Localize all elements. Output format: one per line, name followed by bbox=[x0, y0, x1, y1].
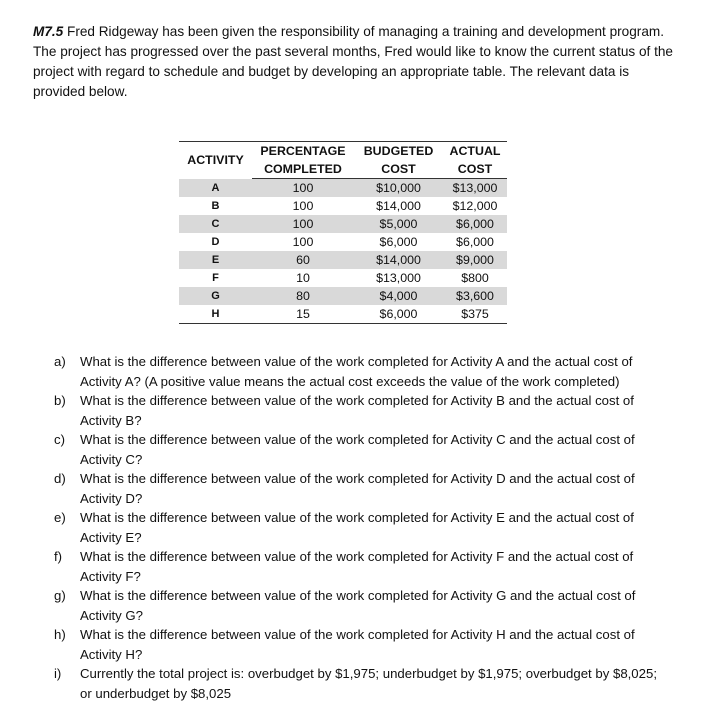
question-text: What is the difference between value of the work completed for Activity H and the actual cost of Activity H? bbox=[80, 627, 635, 662]
actual-cell: $6,000 bbox=[443, 215, 507, 233]
header-percentage-line2: COMPLETED bbox=[252, 161, 354, 179]
table-row bbox=[179, 197, 507, 215]
question-label: d) bbox=[54, 471, 66, 486]
table-row bbox=[179, 287, 507, 305]
question-text: What is the difference between value of the work completed for Activity B and the actual cost of Activity B? bbox=[80, 393, 634, 428]
question-text: What is the difference between value of the work completed for Activity A and the actual cost of Activity A? (A positive value means the actual cost exceeds the value of the work completed) bbox=[80, 354, 633, 389]
list-item bbox=[44, 352, 664, 391]
question-text: What is the difference between value of the work completed for Activity G and the actual cost of Activity G? bbox=[80, 588, 636, 623]
question-label: h) bbox=[54, 627, 66, 642]
list-item bbox=[44, 391, 664, 430]
actual-cell: $3,600 bbox=[443, 287, 507, 305]
budgeted-cell: $6,000 bbox=[379, 235, 418, 249]
project-data-table bbox=[179, 141, 507, 324]
budgeted-cell: $14,000 bbox=[376, 199, 421, 213]
budgeted-cell: $13,000 bbox=[376, 271, 421, 285]
header-actual-line2: COST bbox=[443, 161, 507, 179]
list-item bbox=[44, 586, 664, 625]
header-activity: ACTIVITY bbox=[179, 142, 252, 179]
table-row bbox=[179, 179, 507, 198]
list-item bbox=[44, 508, 664, 547]
percent-cell: 100 bbox=[292, 199, 314, 213]
actual-cell: $9,000 bbox=[443, 251, 507, 269]
question-text: What is the difference between value of the work completed for Activity D and the actual cost of Activity D? bbox=[80, 471, 635, 506]
header-actual-line1: ACTUAL bbox=[443, 142, 507, 161]
activity-cell: C bbox=[179, 215, 252, 233]
actual-cell: $12,000 bbox=[452, 199, 498, 213]
problem-label: M7.5 bbox=[33, 24, 64, 39]
problem-text: Fred Ridgeway has been given the responsibility of managing a training and development program. The project has progressed over the past several months, Fred would like to know the current status of the project with regard to schedule and budget by developing an appropriate table. The relevant data is provided below. bbox=[33, 24, 673, 99]
header-budgeted-line1: BUDGETED bbox=[354, 142, 443, 161]
question-text: What is the difference between value of the work completed for Activity F and the actual cost of Activity F? bbox=[80, 549, 634, 584]
question-list bbox=[44, 352, 664, 703]
table-row bbox=[179, 305, 507, 324]
budgeted-cell: $6,000 bbox=[354, 305, 443, 324]
question-label: i) bbox=[54, 666, 62, 681]
question-label: g) bbox=[54, 588, 66, 603]
percent-cell: 60 bbox=[252, 251, 354, 269]
table-row bbox=[179, 215, 507, 233]
table-row bbox=[179, 233, 507, 251]
question-label: c) bbox=[54, 432, 65, 447]
list-item bbox=[44, 625, 664, 664]
list-item bbox=[44, 469, 664, 508]
problem-statement bbox=[33, 22, 673, 102]
table-row bbox=[179, 269, 507, 287]
actual-cell: $800 bbox=[461, 271, 489, 285]
list-item bbox=[44, 664, 664, 703]
question-text: What is the difference between value of the work completed for Activity C and the actual cost of Activity C? bbox=[80, 432, 635, 467]
actual-cell: $375 bbox=[443, 305, 507, 324]
percent-cell: 100 bbox=[252, 215, 354, 233]
budgeted-cell: $10,000 bbox=[354, 179, 443, 198]
budgeted-cell: $4,000 bbox=[354, 287, 443, 305]
activity-cell: D bbox=[179, 233, 252, 251]
percent-cell: 80 bbox=[252, 287, 354, 305]
activity-cell: F bbox=[179, 269, 252, 287]
table-row bbox=[179, 251, 507, 269]
question-label: e) bbox=[54, 510, 66, 525]
budgeted-cell: $5,000 bbox=[354, 215, 443, 233]
budgeted-cell: $14,000 bbox=[354, 251, 443, 269]
activity-cell: B bbox=[179, 197, 252, 215]
percent-cell: 10 bbox=[296, 271, 310, 285]
activity-cell: E bbox=[179, 251, 252, 269]
question-text: What is the difference between value of the work completed for Activity E and the actual cost of Activity E? bbox=[80, 510, 634, 545]
header-percentage-line1: PERCENTAGE bbox=[252, 142, 354, 161]
percent-cell: 100 bbox=[252, 179, 354, 198]
list-item bbox=[44, 430, 664, 469]
question-label: f) bbox=[54, 549, 63, 564]
activity-cell: A bbox=[179, 179, 252, 198]
question-label: a) bbox=[54, 354, 66, 369]
list-item bbox=[44, 547, 664, 586]
actual-cell: $13,000 bbox=[443, 179, 507, 198]
question-label: b) bbox=[54, 393, 66, 408]
percent-cell: 100 bbox=[292, 235, 314, 249]
activity-cell: H bbox=[179, 305, 252, 324]
actual-cell: $6,000 bbox=[456, 235, 494, 249]
activity-cell: G bbox=[179, 287, 252, 305]
question-text: Currently the total project is: overbudget by $1,975; underbudget by $1,975; overbudget by $8,025; or underbudget by $8,025 bbox=[80, 666, 657, 701]
percent-cell: 15 bbox=[252, 305, 354, 324]
header-budgeted-line2: COST bbox=[354, 161, 443, 179]
